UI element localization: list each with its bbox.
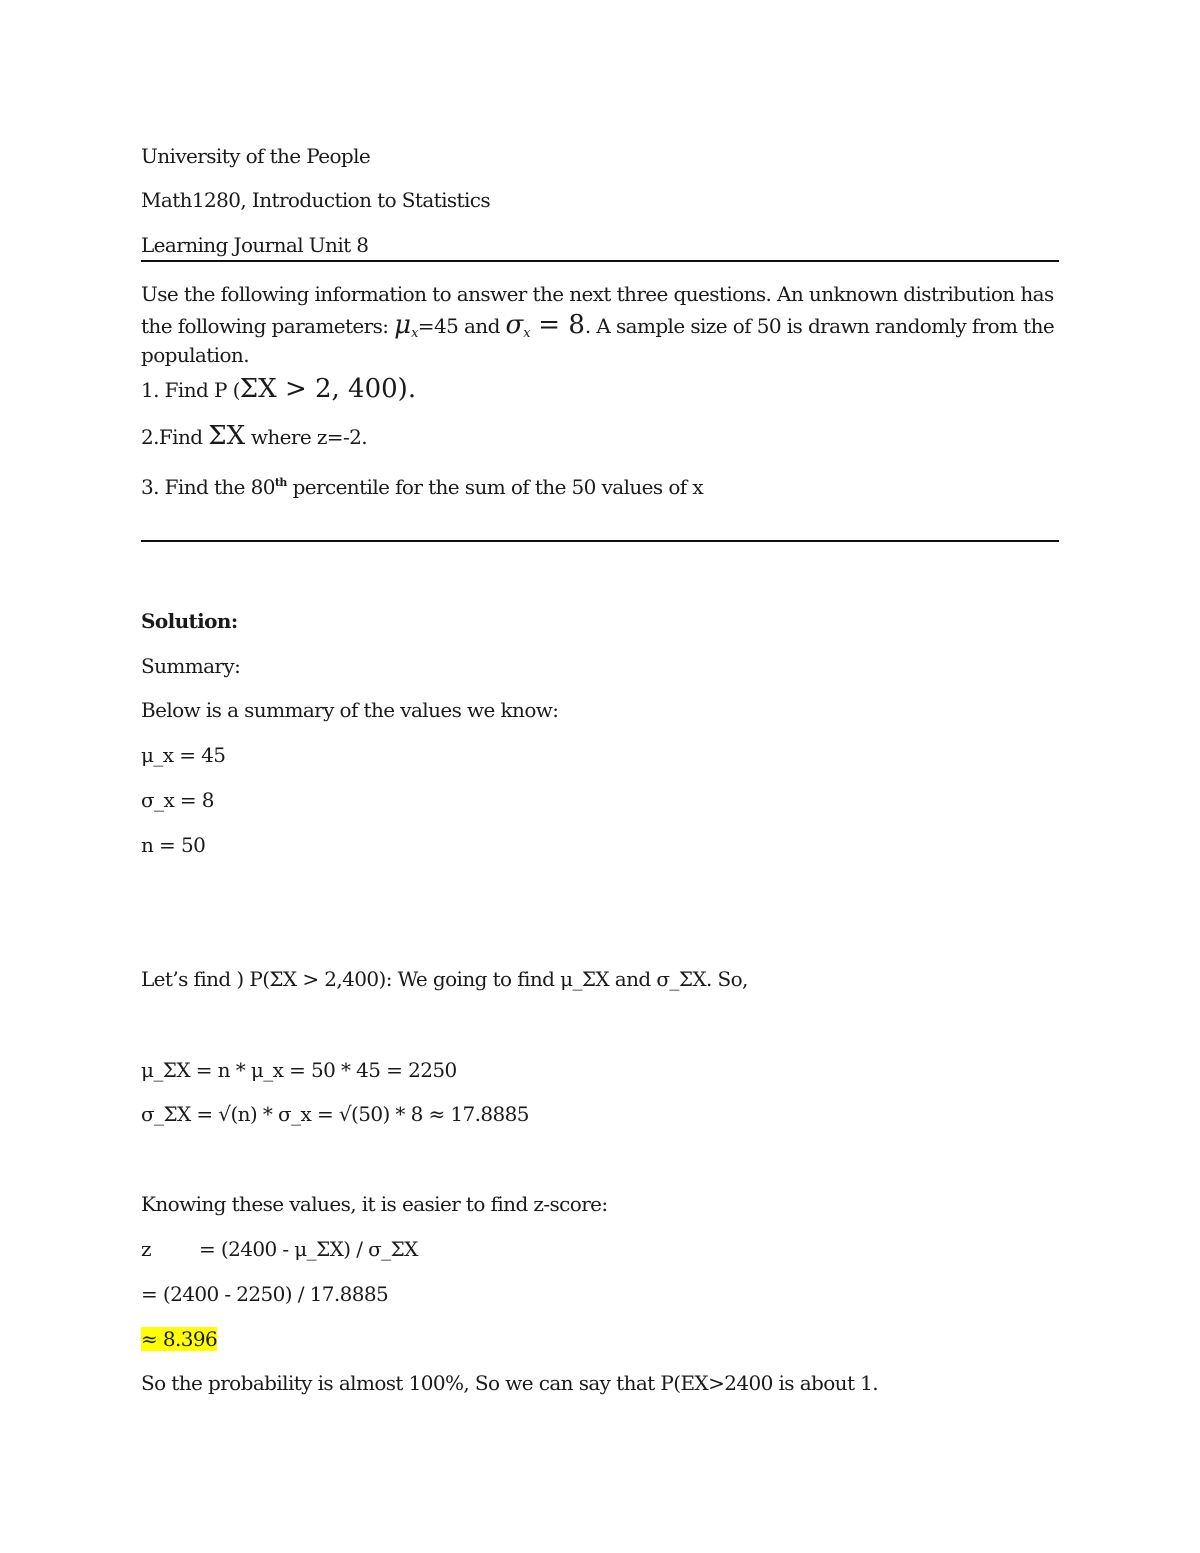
question-3-prefix: 3. Find the 80 — [141, 475, 275, 499]
conclusion: So the probability is almost 100%, So we can say that P(EX>2400 is about 1. — [141, 1371, 879, 1395]
problem-intro-line-2 — [141, 312, 1054, 347]
mu-symbol: μ — [394, 310, 412, 340]
question-1 — [141, 376, 416, 403]
problem-intro-line-3: population. — [141, 343, 249, 367]
z-calculation: = (2400 - 2250) / 17.8885 — [141, 1282, 389, 1306]
header-divider — [141, 260, 1059, 262]
mu-subscript: x — [411, 326, 418, 341]
sigma-symbol: σ — [505, 310, 524, 340]
problem-intro-line-1: Use the following information to answer the next three questions. An unknown distribution has — [141, 282, 1054, 306]
mu-sum-line: μ_ΣX = n * μ_x = 50 * 45 = 2250 — [141, 1058, 457, 1082]
course-title: Math1280, Introduction to Statistics — [141, 188, 491, 212]
question-3-suffix: percentile for the sum of the 50 values of x — [286, 475, 704, 499]
sigma-sum-line: σ_ΣX = √(n) * σ_x = √(50) * 8 ≈ 17.8885 — [141, 1102, 529, 1126]
question-2-prefix: 2.Find — [141, 425, 209, 449]
intro-text-tail: . A sample size of 50 is drawn randomly from the — [584, 314, 1055, 338]
summary-sigma: σ_x = 8 — [141, 788, 214, 812]
z-score-intro: Knowing these values, it is easier to find z-score: — [141, 1192, 608, 1216]
university-name: University of the People — [141, 144, 371, 168]
question-2-suffix: where z=-2. — [245, 425, 367, 449]
z-formula: = (2400 - μ_ΣX) / σ_ΣX — [199, 1237, 418, 1261]
z-label: z — [141, 1237, 151, 1261]
mu-value: =45 — [417, 314, 459, 338]
summary-mu: μ_x = 45 — [141, 743, 226, 767]
question-2 — [141, 423, 367, 450]
summary-intro: Below is a summary of the values we know: — [141, 698, 559, 722]
question-3-ordinal: th — [274, 476, 287, 489]
sigma-equals: = 8 — [530, 310, 585, 340]
z-result-line — [141, 1326, 217, 1352]
summary-n: n = 50 — [141, 833, 206, 857]
summary-label: Summary: — [141, 654, 241, 678]
solution-title: Solution: — [141, 609, 238, 633]
intro-text: the following parameters: — [141, 314, 395, 338]
question-2-math: ΣX — [208, 421, 246, 451]
assignment-title: Learning Journal Unit 8 — [141, 233, 369, 257]
find-probability-line: Let’s find ) P(ΣX > 2,400): We going to find μ_ΣX and σ_ΣX. So, — [141, 967, 748, 991]
and-word: and — [458, 314, 506, 338]
sigma-subscript: x — [523, 326, 531, 341]
question-3 — [141, 470, 703, 500]
z-formula-line — [141, 1236, 418, 1262]
question-1-prefix: 1. Find P ( — [141, 378, 240, 402]
problem-divider — [141, 540, 1059, 542]
question-1-math: ΣX > 2, 400). — [239, 374, 417, 404]
z-result: ≈ 8.396 — [141, 1327, 218, 1351]
